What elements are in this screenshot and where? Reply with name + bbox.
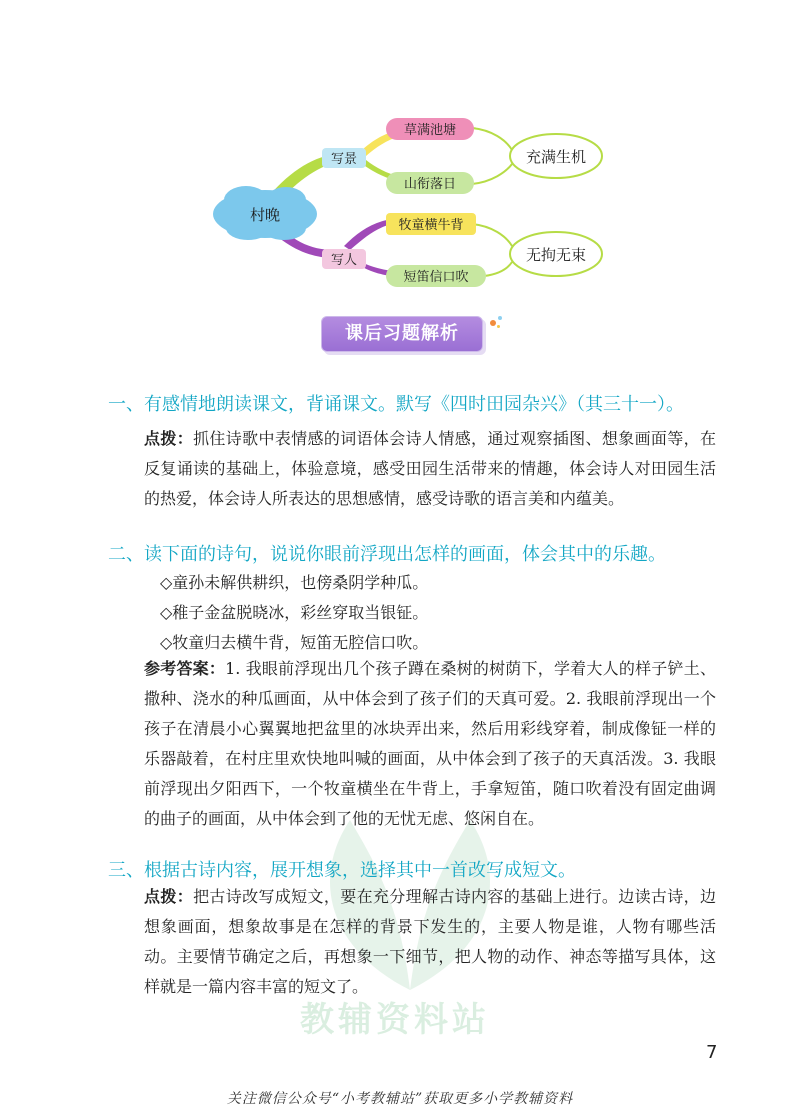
summary-scene-label: 充满生机 bbox=[525, 148, 587, 166]
branch-people-node bbox=[322, 249, 366, 269]
link-summary-1b bbox=[472, 164, 512, 184]
watermark-text: 教辅资料站 bbox=[300, 1000, 490, 1040]
summary-people-node bbox=[510, 232, 602, 276]
question-2-answer-text: 1. 我眼前浮现出几个孩子蹲在桑树的树荫下，学着大人的样子铲土、撒种、浇水的种瓜画面，从中体会到了孩子们的天真可爱。2. 我眼前浮现出一个孩子在清晨小心翼翼地把盆里的冰块弄出来，然后用彩线穿着，制成像钲一样的乐器敲着，在村庄里欢快地叫喊的画面，从中体会到了孩子的天真活泼。3. 我眼前浮现出夕阳西下，一个牧童横坐在牛背上，手拿短笛，随口吹着没有固定曲调的曲子的画面，从中体会到了他的无忧无虑、悠闲自在。 bbox=[144, 659, 716, 828]
scene-item-1 bbox=[386, 118, 474, 140]
summary-scene-node bbox=[510, 134, 602, 178]
question-3-hint-label: 点拨： bbox=[144, 887, 194, 906]
poem-list bbox=[160, 568, 428, 658]
question-3-title: 三、根据古诗内容，展开想象，选择其中一首改写成短文。 bbox=[108, 860, 576, 881]
link-summary-2b bbox=[484, 262, 512, 276]
root-node bbox=[213, 186, 317, 240]
branch-scene-node bbox=[322, 148, 366, 168]
question-1-hint-text: 抓住诗歌中表情感的词语体会诗人情感，通过观察插图、想象画面等，在反复诵读的基础上，体验意境，感受田园生活带来的情趣，体会诗人对田园生活的热爱，体会诗人所表达的思想感情，感受诗歌的语言美和内蕴美。 bbox=[144, 429, 716, 508]
poem-line: ◇童孙未解供耕织，也傍桑阴学种瓜。 bbox=[160, 573, 429, 592]
people-item-2 bbox=[386, 265, 486, 287]
link-summary-2a bbox=[472, 224, 512, 246]
question-2-answer bbox=[144, 654, 716, 834]
people-item-1-label: 牧童横牛背 bbox=[398, 218, 464, 233]
question-2-title: 二、读下面的诗句，说说你眼前浮现出怎样的画面，体会其中的乐趣。 bbox=[108, 544, 666, 565]
question-1-title: 一、有感情地朗读课文，背诵课文。默写《四时田园杂兴》（其三十一）。 bbox=[108, 394, 684, 415]
people-item-2-label: 短笛信口吹 bbox=[403, 270, 469, 285]
question-1-hint bbox=[144, 424, 716, 514]
scene-item-1-label: 草满池塘 bbox=[403, 123, 457, 138]
poem-line: ◇牧童归去横牛背，短笛无腔信口吹。 bbox=[160, 633, 429, 652]
section-banner: 课后习题解析 bbox=[321, 316, 483, 352]
question-2-answer-label: 参考答案： bbox=[144, 659, 226, 678]
question-1-hint-label: 点拨： bbox=[144, 429, 194, 448]
branch-people-label: 写人 bbox=[330, 253, 358, 268]
root-label: 村晚 bbox=[249, 206, 281, 224]
mind-map bbox=[0, 0, 800, 300]
poem-line: ◇稚子金盆脱晓冰，彩丝穿取当银钲。 bbox=[160, 603, 429, 622]
summary-people-label: 无拘无束 bbox=[525, 246, 587, 264]
page-number: 7 bbox=[706, 1042, 718, 1063]
question-3-hint-text: 把古诗改写成短文，要在充分理解古诗内容的基础上进行。边读古诗，边想象画面，想象故事是在怎样的背景下发生的，主要人物是谁，人物有哪些活动。主要情节确定之后，再想象一下细节，把人物的动作、神态等描写具体，这样就是一篇内容丰富的短文了。 bbox=[144, 887, 716, 996]
link-people-item-1 bbox=[344, 219, 392, 250]
branch-scene-label: 写景 bbox=[330, 152, 358, 167]
question-3-hint bbox=[144, 882, 716, 1002]
scene-item-2 bbox=[386, 172, 474, 194]
scene-item-2-label: 山衔落日 bbox=[403, 177, 457, 192]
footer-note: 关注微信公众号“小考教辅站”获取更多小学教辅资料 bbox=[226, 1091, 574, 1107]
link-summary-1a bbox=[472, 128, 512, 150]
people-item-1 bbox=[386, 213, 476, 235]
